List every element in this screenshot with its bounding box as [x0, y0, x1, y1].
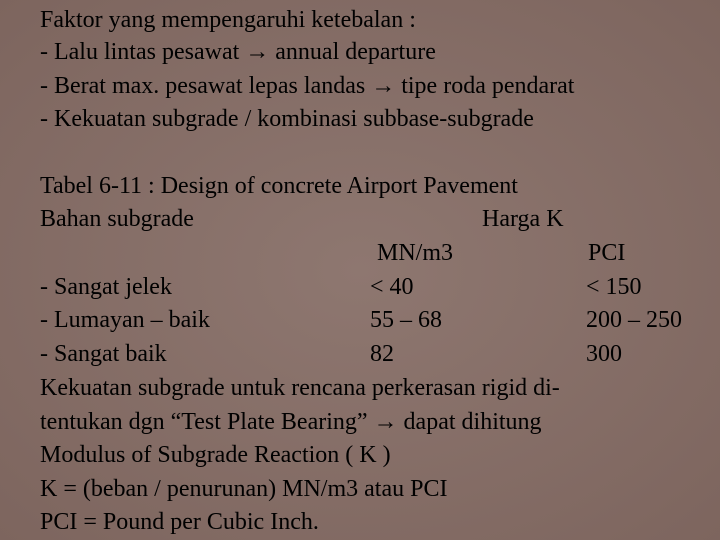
note-line: tentukan dgn “Test Plate Bearing” → dapat dihitung [40, 409, 542, 435]
intro-bullet-subgrade: - Kekuatan subgrade / kombinasi subbase-subgrade [40, 106, 534, 132]
intro-bullet-traffic: - Lalu lintas pesawat → annual departure [40, 39, 436, 65]
table-unit-pci: PCI [588, 240, 626, 266]
table-unit-mn: MN/m3 [377, 240, 454, 266]
table-row-material: - Sangat baik [40, 341, 167, 367]
table-row-mn: 82 [370, 341, 394, 367]
intro-bullet-weight: - Berat max. pesawat lepas landas → tipe roda pendarat [40, 73, 575, 99]
table-title: Tabel 6-11 : Design of concrete Airport Pavement [40, 173, 518, 199]
note-line: PCI = Pound per Cubic Inch. [40, 509, 319, 535]
table-row-pci: < 150 [586, 274, 642, 300]
table-row-mn: < 40 [370, 274, 414, 300]
table-header-material: Bahan subgrade [40, 206, 194, 232]
table-row-pci: 200 – 250 [586, 307, 682, 333]
note-line: Kekuatan subgrade untuk rencana perkerasan rigid di- [40, 375, 560, 401]
table-row-pci: 300 [586, 341, 622, 367]
note-line: K = (beban / penurunan) MN/m3 atau PCI [40, 476, 448, 502]
table-row-material: - Sangat jelek [40, 274, 172, 300]
table-row-material: - Lumayan – baik [40, 307, 210, 333]
note-line: Modulus of Subgrade Reaction ( K ) [40, 442, 391, 468]
table-row-mn: 55 – 68 [370, 307, 442, 333]
intro-heading: Faktor yang mempengaruhi ketebalan : [40, 7, 416, 33]
table-header-k: Harga K [482, 206, 564, 232]
